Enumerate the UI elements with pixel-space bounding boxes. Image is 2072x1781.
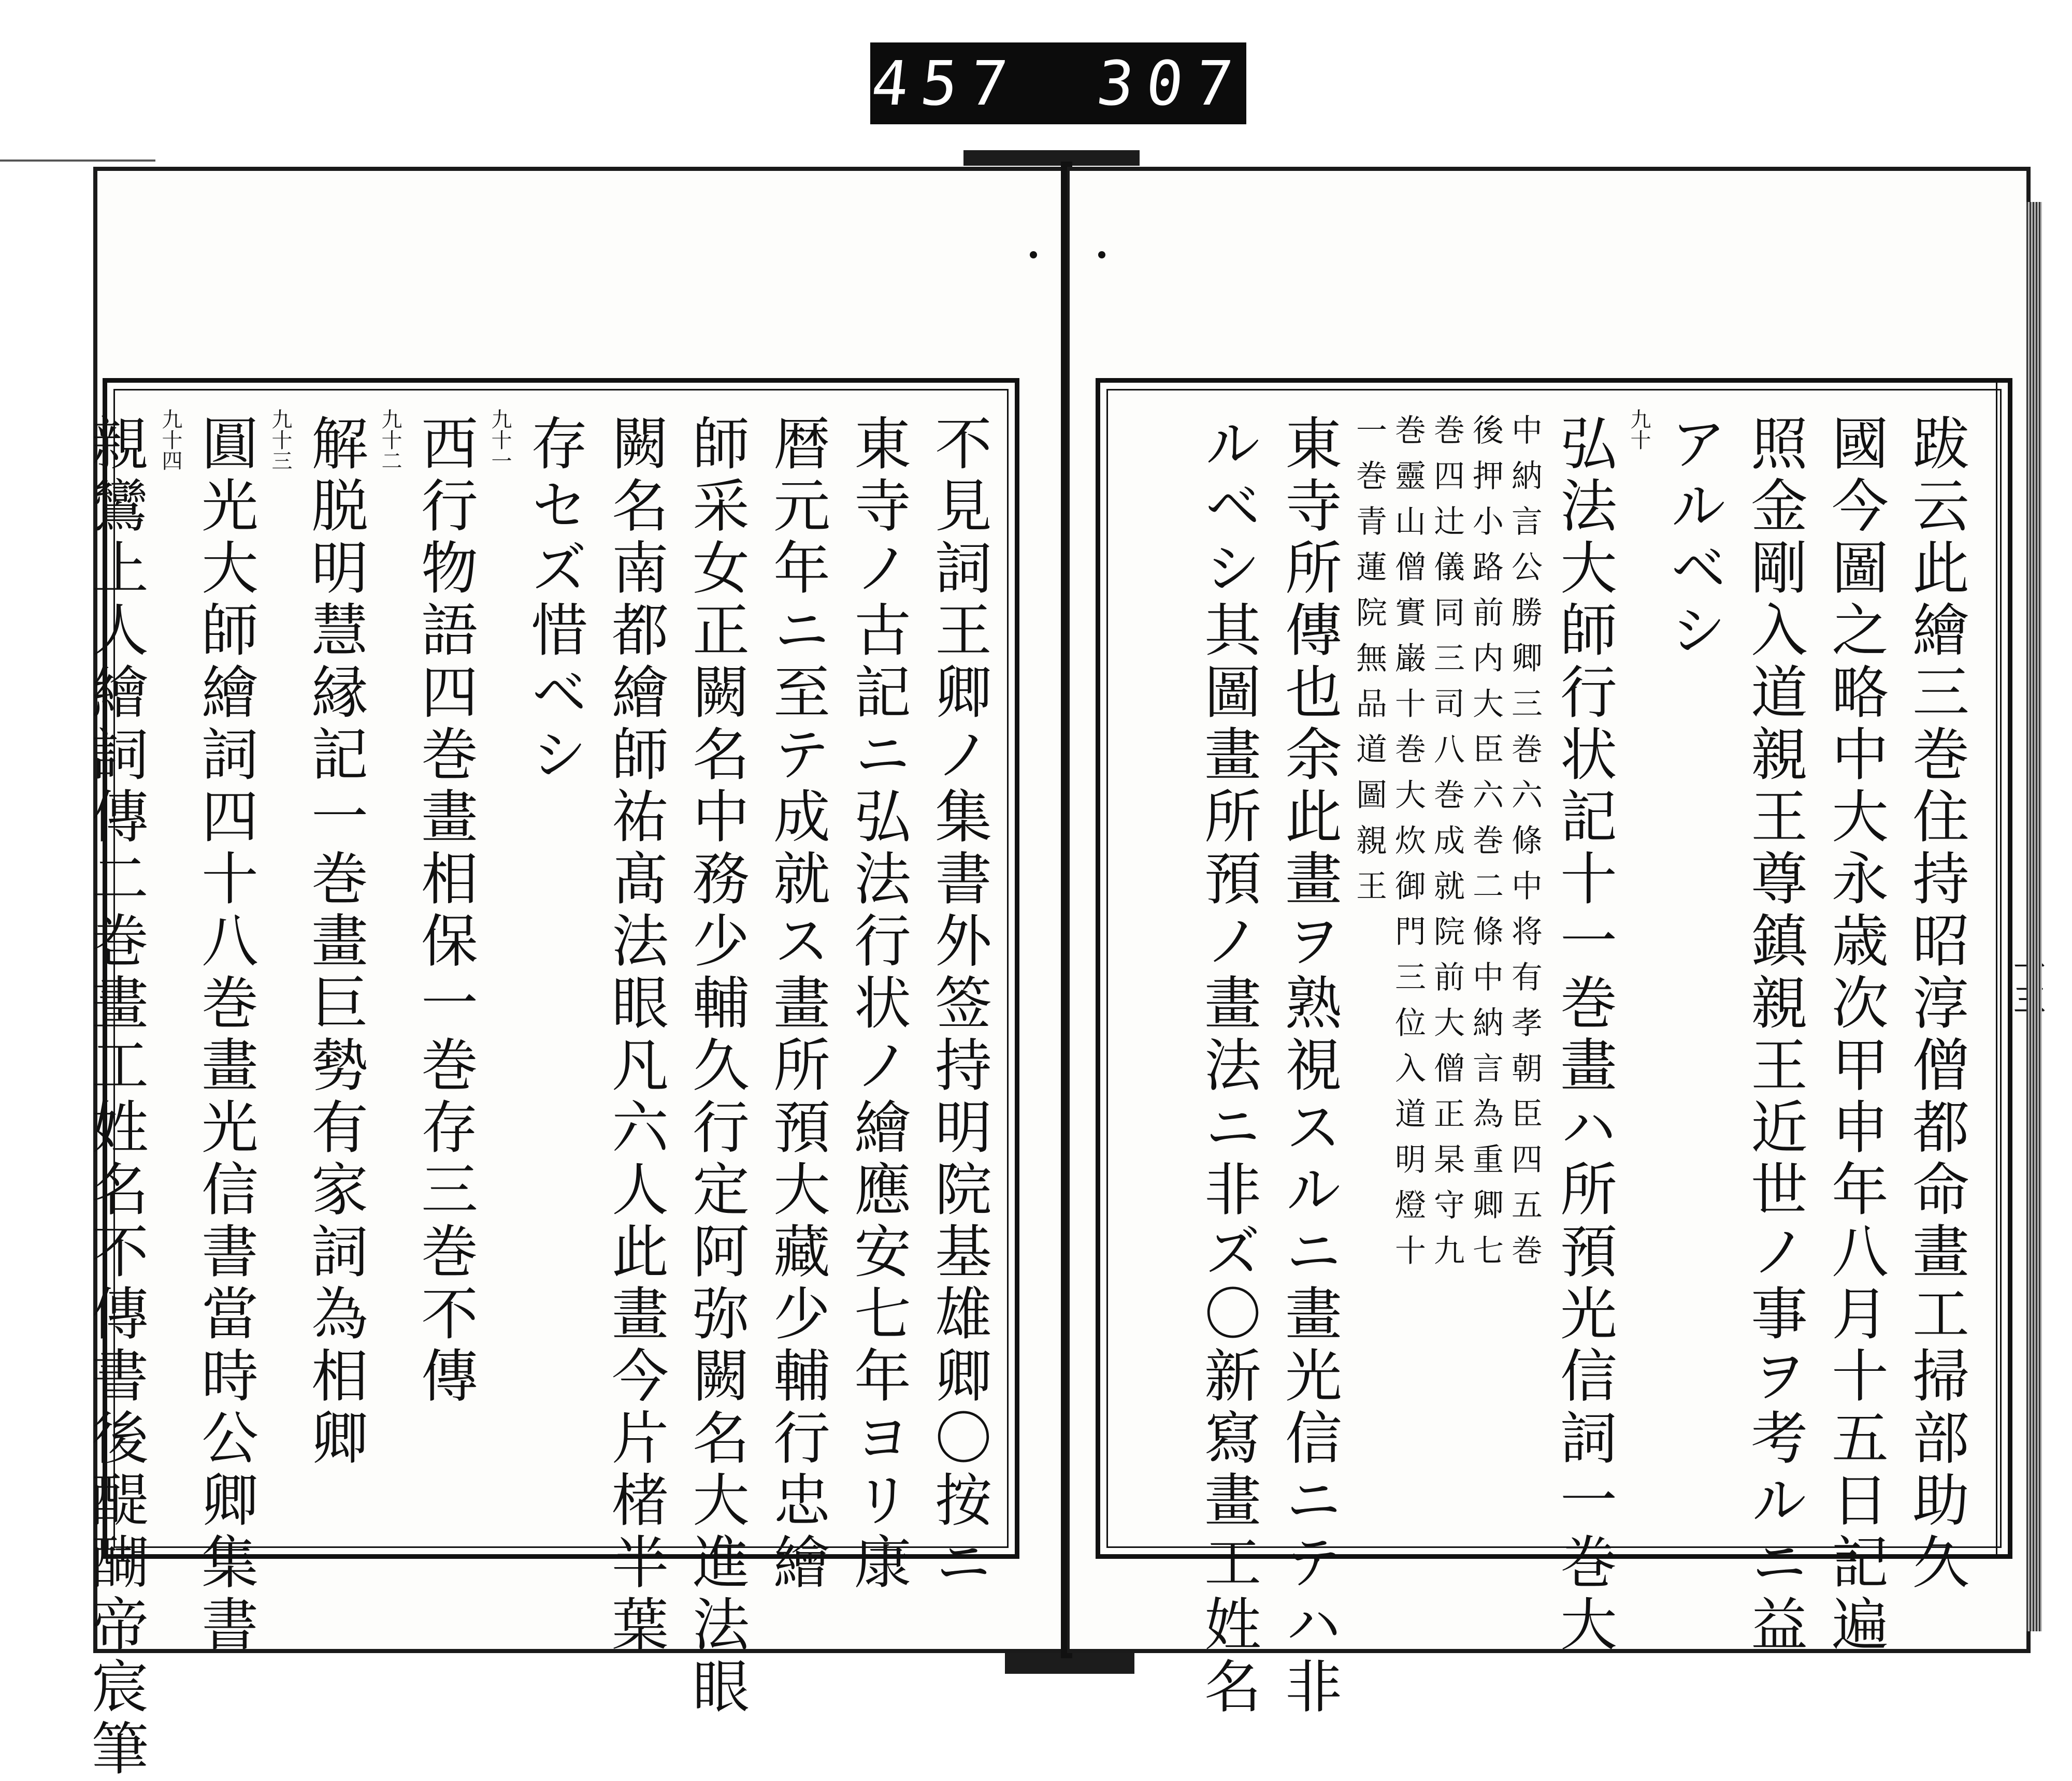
catalog-number-right: 307 bbox=[1093, 48, 1249, 119]
text-column: 師采女正闕名中務少輔久行定阿弥闕名大進法眼 bbox=[683, 414, 750, 1719]
entry-number: 九十一 bbox=[488, 409, 512, 471]
text-column: アルベシ bbox=[1661, 414, 1727, 662]
left-text-frame bbox=[82, 378, 1019, 1781]
text-column: ルベシ其圖畫所預ノ畫法ニ非ズ〇新寫畫工姓名 bbox=[1195, 414, 1261, 1719]
binding-clip-top bbox=[963, 150, 1140, 166]
text-column-small: 巻靈山僧實巌十巻大炊御門三位入道明燈十 bbox=[1390, 414, 1426, 1280]
left-text-columns bbox=[82, 409, 999, 1781]
text-column: 東寺ノ古記ニ弘法行状ノ繪應安七年ヨリ康 bbox=[845, 414, 911, 1595]
entry-number: 九十四 bbox=[159, 409, 182, 471]
text-column: 暦元年ニ至テ成就ス畫所預大藏少輔行忠繪 bbox=[764, 414, 830, 1595]
text-column: 親鸞上人繪詞傳二巻畫工姓名不傳書後醍醐帝宸筆 bbox=[82, 414, 149, 1781]
text-column: 不見詞王卿ノ集書外签持明院基雄卿〇按ニ bbox=[926, 414, 992, 1595]
text-column: 東寺所傳也余此畫ヲ熟視スルニ畫光信ニテハ非 bbox=[1276, 414, 1342, 1719]
hline-rule bbox=[0, 160, 155, 162]
page-edge bbox=[2026, 202, 2042, 1631]
entry-number: 九十三 bbox=[268, 409, 292, 471]
text-column: 弘法大師行状記十一巻畫ハ所預光信詞一巻大 bbox=[1551, 414, 1617, 1657]
text-column-small: 中納言公勝卿三巻六條中将有孝朝臣四五巻 bbox=[1506, 414, 1543, 1280]
left-page bbox=[82, 167, 1067, 1781]
text-column: 跋云此繪三巻住持昭淳僧都命畫工掃部助久 bbox=[1903, 414, 1969, 1595]
text-column-small: 巻四辻儀同三司八巻成就院前大僧正杲守九 bbox=[1429, 414, 1465, 1280]
catalog-number-left: 457 bbox=[868, 48, 1024, 119]
entry-number: 九十 bbox=[1627, 409, 1651, 450]
entry-number: 九十二 bbox=[378, 409, 402, 471]
text-column: 國今圖之略中大永歳次甲申年八月十五日記遍 bbox=[1822, 414, 1889, 1657]
text-column: 照金剛入道親王尊鎮親王近世ノ事ヲ考ルニ益 bbox=[1742, 414, 1808, 1657]
text-column-small: 後押小路前内大臣六巻二條中納言為重卿七 bbox=[1467, 414, 1504, 1280]
text-column: 存セズ惜ベシ bbox=[522, 414, 588, 787]
catalog-label bbox=[868, 42, 1249, 124]
text-column: 闕名南都繪師祐髙法眼凡六人此畫今片楮半葉 bbox=[602, 414, 669, 1657]
thread-hole bbox=[1098, 251, 1105, 258]
book bbox=[82, 167, 2046, 1781]
right-text-columns bbox=[1116, 409, 1977, 1719]
text-column: 圓光大師繪詞四十八巻畫光信書當時公卿集書 bbox=[192, 414, 258, 1657]
right-text-frame bbox=[1096, 378, 2012, 1719]
text-column-small: 一巻青蓮院無品道圖親王 bbox=[1351, 414, 1387, 915]
text-column: 解脱明慧縁記一巻畫巨勢有家詞為相卿 bbox=[302, 414, 368, 1470]
text-column: 西行物語四巻畫相保一巻存三巻不傳 bbox=[412, 414, 478, 1408]
right-page bbox=[1067, 167, 2031, 1719]
thread-hole bbox=[1030, 251, 1037, 258]
